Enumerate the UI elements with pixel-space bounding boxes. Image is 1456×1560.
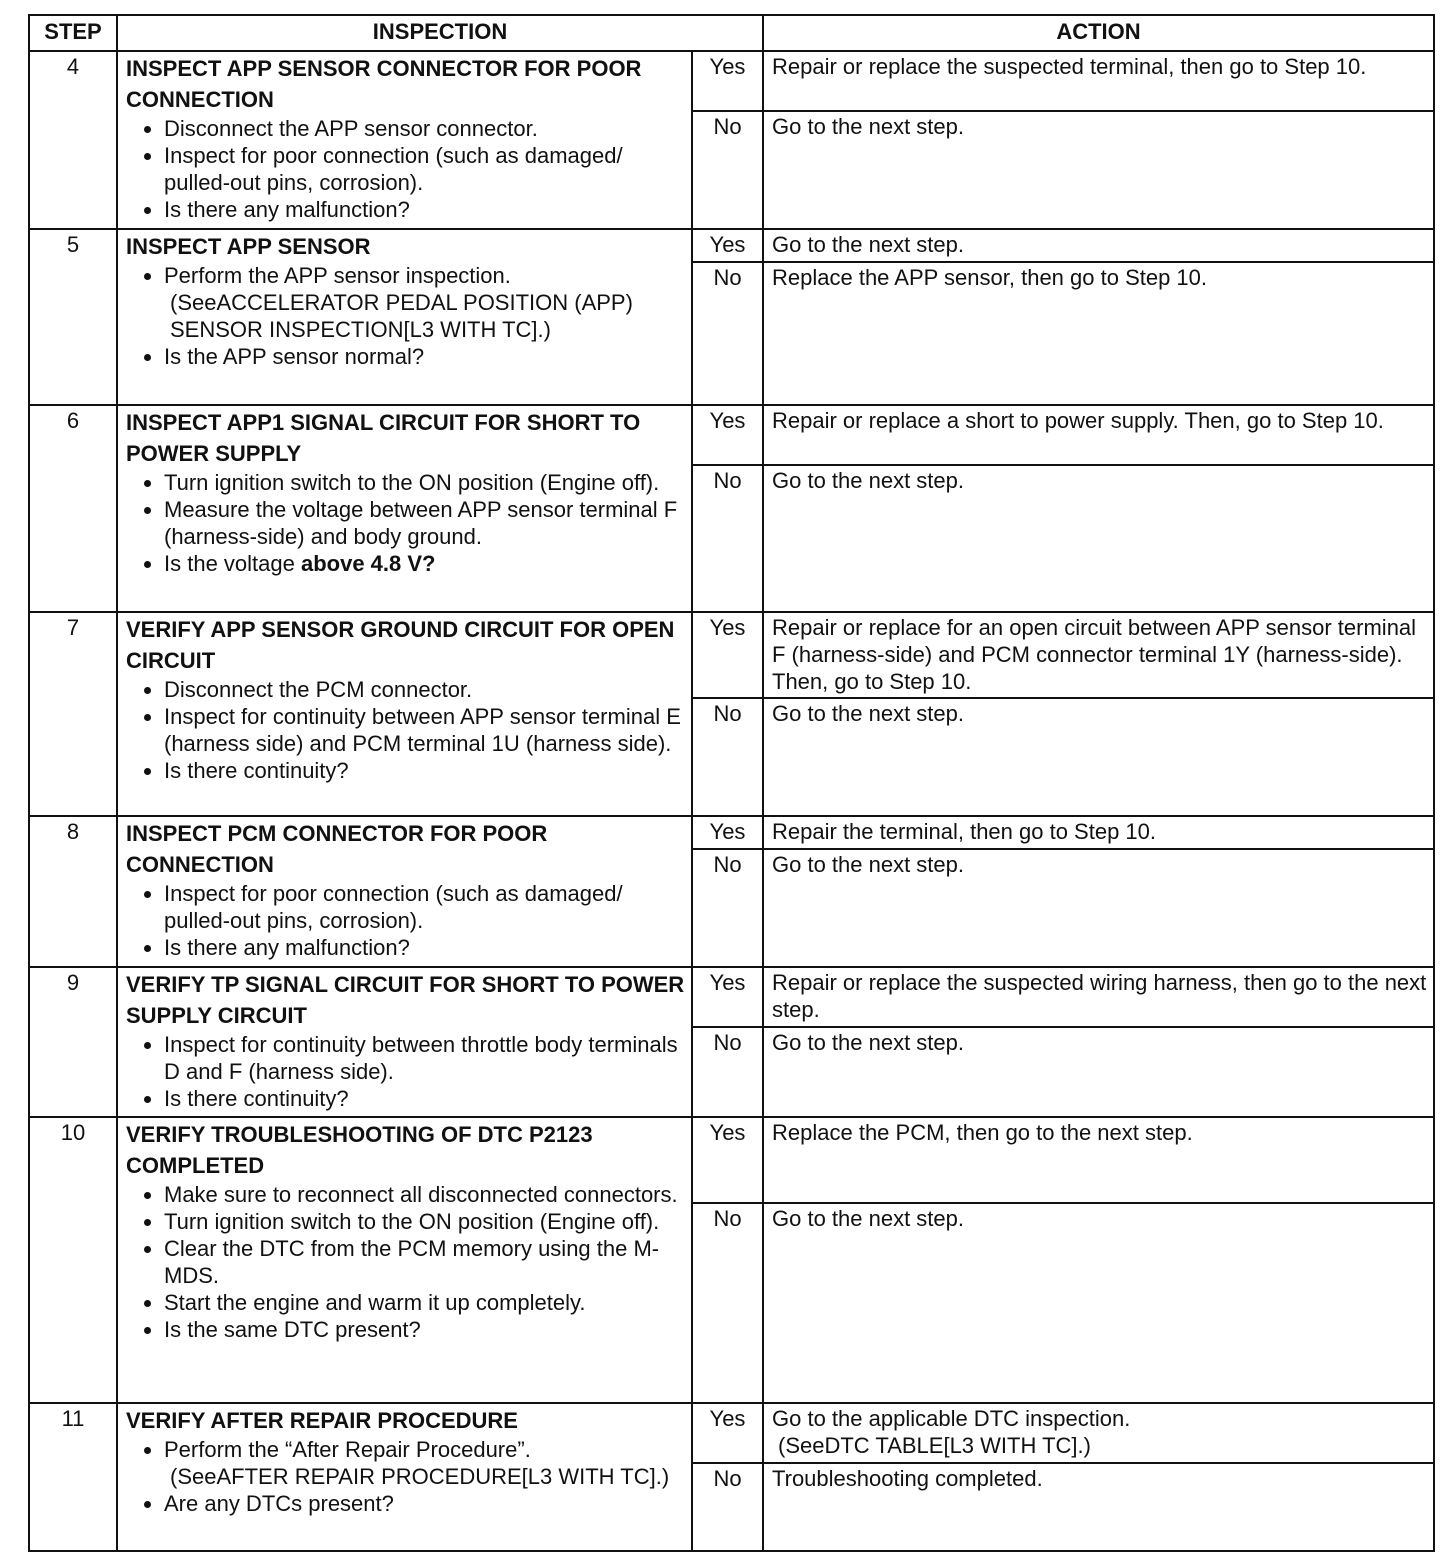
table-row [29,816,1434,849]
inspection-step [164,343,685,370]
inspection-cell [117,1403,692,1551]
yes-action-text: Go to the next step. [772,232,965,257]
inspection-step [164,142,685,196]
no-action: Go to the next step. [763,849,1434,967]
inspection-step [164,1031,685,1085]
yes-action [763,405,1434,465]
step-number: 11 [29,1403,117,1551]
header-row [29,15,1434,51]
inspection-steps [126,469,685,577]
inspection-cell [117,51,692,229]
yes-action-text: Repair or replace the suspected terminal, then go to Step 10. [772,54,1367,79]
inspection-step-text: Disconnect the PCM connector. [164,677,473,702]
yes-label: Yes [692,967,763,1027]
inspection-step [164,1085,685,1112]
yes-label: Yes [692,816,763,849]
no-action: Replace the APP sensor, then go to Step 10. [763,262,1434,405]
inspection-step-text: Is there any malfunction? [164,197,410,222]
yes-action-text: Repair or replace a short to power supply. Then, go to Step 10. [772,408,1384,433]
inspection-cell [117,612,692,816]
header-inspection: INSPECTION [117,15,763,51]
yes-label: Yes [692,1117,763,1203]
inspection-title: INSPECT APP1 SIGNAL CIRCUIT FOR SHORT TO POWER SUPPLY [126,410,641,466]
table-row [29,1403,1434,1463]
inspection-step-emphasis: above 4.8 V? [300,551,436,576]
inspection-step-text: Make sure to reconnect all disconnected connectors. [164,1182,678,1207]
inspection-title: VERIFY AFTER REPAIR PROCEDURE [126,1408,518,1433]
yes-action [763,1117,1434,1203]
inspection-step-text: Inspect for continuity between throttle body terminals D and F (harness side). [164,1032,678,1084]
step-number: 6 [29,405,117,612]
no-action: Go to the next step. [763,1203,1434,1403]
header-action: ACTION [763,15,1434,51]
step-number: 4 [29,51,117,229]
inspection-step [164,496,685,550]
no-action: Go to the next step. [763,1027,1434,1117]
inspection-step-text: Is there continuity? [164,1086,349,1111]
table-row [29,229,1434,262]
inspection-title: VERIFY TROUBLESHOOTING OF DTC P2123 COMPLETED [126,1122,593,1178]
yes-action-text: Repair or replace for an open circuit between APP sensor terminal F (harness-side) and PCM connector terminal 1Y (harness-side). Then, go to Step 10. [772,615,1417,694]
table-row [29,612,1434,698]
yes-label: Yes [692,51,763,111]
inspection-step [164,1490,685,1517]
no-label: No [692,262,763,405]
table-row [29,405,1434,465]
no-action: Troubleshooting completed. [763,1463,1434,1551]
inspection-cell [117,1117,692,1403]
no-label: No [692,111,763,229]
inspection-step [164,262,685,343]
yes-action [763,816,1434,849]
no-action: Go to the next step. [763,698,1434,816]
no-label: No [692,1463,763,1551]
inspection-step-text: Is there continuity? [164,758,349,783]
inspection-steps [126,1436,685,1517]
step-number: 10 [29,1117,117,1403]
inspection-step [164,115,685,142]
troubleshooting-table [28,14,1435,1552]
inspection-step-text: Is the same DTC present? [164,1317,421,1342]
yes-action-text: Replace the PCM, then go to the next step. [772,1120,1193,1145]
inspection-step-text: Inspect for continuity between APP sensor terminal E (harness side) and PCM terminal 1U (harness side). [164,704,681,756]
step-number: 8 [29,816,117,967]
yes-action-text: Go to the applicable DTC inspection. [772,1406,1131,1431]
inspection-cell [117,405,692,612]
step-number: 9 [29,967,117,1117]
header-step: STEP [29,15,117,51]
inspection-step-text: Inspect for poor connection (such as damaged/ pulled-out pins, corrosion). [164,143,623,195]
step-number: 7 [29,612,117,816]
inspection-title: INSPECT PCM CONNECTOR FOR POOR CONNECTION [126,821,548,877]
inspection-step-text: Are any DTCs present? [164,1491,394,1516]
inspection-cell [117,967,692,1117]
inspection-step-text: Disconnect the APP sensor connector. [164,116,538,141]
inspection-title: VERIFY APP SENSOR GROUND CIRCUIT FOR OPEN CIRCUIT [126,617,675,673]
inspection-step [164,1289,685,1316]
yes-label: Yes [692,229,763,262]
inspection-step [164,550,685,577]
inspection-step [164,880,685,934]
table-row [29,51,1434,111]
yes-action [763,967,1434,1027]
inspection-steps [126,1031,685,1112]
table-body [29,51,1434,1551]
yes-action-text: Repair or replace the suspected wiring harness, then go to the next step. [772,970,1427,1022]
no-action: Go to the next step. [763,111,1434,229]
inspection-cell [117,816,692,967]
inspection-step-text: Turn ignition switch to the ON position (Engine off). [164,470,660,495]
inspection-step-text: Is the voltage [164,551,301,576]
inspection-step-text: Clear the DTC from the PCM memory using the M-MDS. [164,1236,660,1288]
yes-action [763,51,1434,111]
yes-label: Yes [692,612,763,698]
inspection-steps [126,880,685,961]
inspection-title: VERIFY TP SIGNAL CIRCUIT FOR SHORT TO POWER SUPPLY CIRCUIT [126,972,685,1028]
inspection-cell [117,229,692,405]
inspection-step-text: Is there any malfunction? [164,935,410,960]
inspection-steps [126,676,685,784]
inspection-step-text: Perform the APP sensor inspection. [164,263,511,288]
no-label: No [692,1027,763,1117]
yes-action [763,1403,1434,1463]
inspection-step [164,934,685,961]
inspection-step [164,1235,685,1289]
yes-label: Yes [692,1403,763,1463]
inspection-steps [126,262,685,370]
yes-action [763,612,1434,698]
inspection-step [164,676,685,703]
inspection-step [164,757,685,784]
reference-link[interactable]: (SeeACCELERATOR PEDAL POSITION (APP) SENSOR INSPECTION[L3 WITH TC].) [170,290,633,342]
reference-link[interactable]: (SeeDTC TABLE[L3 WITH TC].) [778,1433,1091,1458]
yes-label: Yes [692,405,763,465]
table-row [29,1117,1434,1203]
inspection-steps [126,1181,685,1343]
no-label: No [692,1203,763,1403]
inspection-step [164,1181,685,1208]
yes-action [763,229,1434,262]
inspection-step-text: Measure the voltage between APP sensor terminal F (harness-side) and body ground. [164,497,678,549]
inspection-step-text: Start the engine and warm it up completely. [164,1290,586,1315]
reference-link[interactable]: (SeeAFTER REPAIR PROCEDURE[L3 WITH TC].) [170,1464,670,1489]
inspection-step-text: Is the APP sensor normal? [164,344,425,369]
inspection-step-text: Turn ignition switch to the ON position (Engine off). [164,1209,660,1234]
inspection-step-text: Inspect for poor connection (such as damaged/ pulled-out pins, corrosion). [164,881,623,933]
table-row [29,967,1434,1027]
inspection-title: INSPECT APP SENSOR [126,234,371,259]
no-label: No [692,698,763,816]
no-label: No [692,465,763,612]
inspection-title: INSPECT APP SENSOR CONNECTOR FOR POOR CONNECTION [126,56,642,112]
inspection-step [164,469,685,496]
inspection-step [164,1316,685,1343]
inspection-step [164,1436,685,1490]
troubleshooting-table-container [28,14,1433,1552]
inspection-step-text: Perform the “After Repair Procedure”. [164,1437,531,1462]
inspection-steps [126,115,685,223]
step-number: 5 [29,229,117,405]
no-action: Go to the next step. [763,465,1434,612]
no-label: No [692,849,763,967]
yes-action-text: Repair the terminal, then go to Step 10. [772,819,1157,844]
inspection-step [164,196,685,223]
inspection-step [164,703,685,757]
inspection-step [164,1208,685,1235]
